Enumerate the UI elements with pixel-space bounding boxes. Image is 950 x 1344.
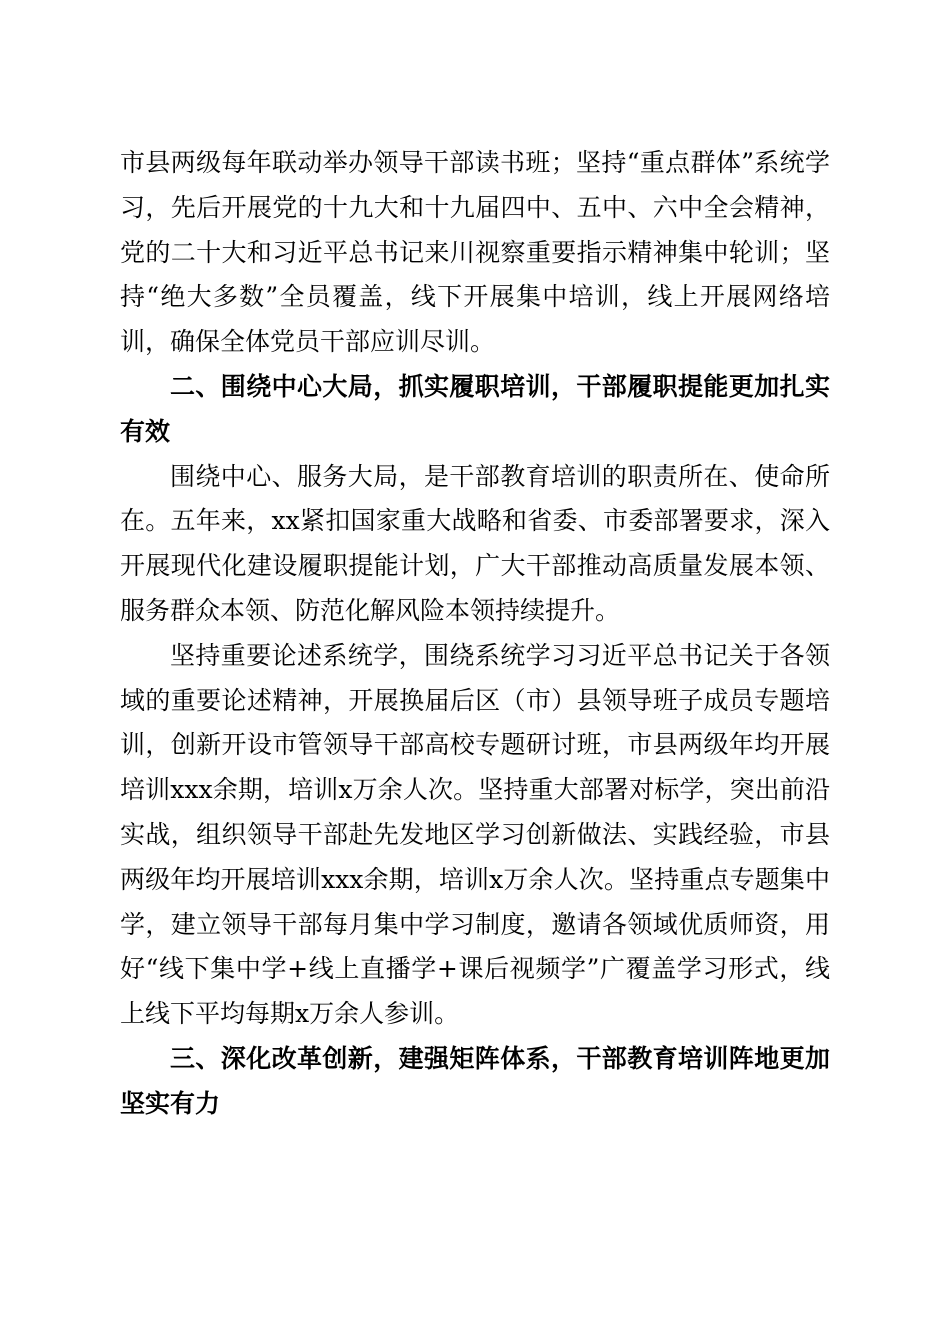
paragraph-2a: 围绕中心、服务大局，是干部教育培训的职责所在、使命所在。五年来，xx紧扣国家重大战略和省委、市委部署要求，深入开展现代化建设履职提能计划，广大干部推动高质量发展本领、服务群众本领、防范化解风险本领持续提升。	[120, 461, 830, 625]
paragraph-continuation: 市县两级每年联动举办领导干部读书班；坚持“重点群体”系统学习，先后开展党的十九大和十九届四中、五中、六中全会精神，党的二十大和习近平总书记来川视察重要指示精神集中轮训；坚持“绝大多数”全员覆盖，线下开展集中培训，线上开展网络培训，确保全体党员干部应训尽训。	[120, 148, 830, 357]
document-body	[120, 141, 830, 1127]
section-heading-3: 三、深化改革创新，建强矩阵体系，干部教育培训阵地更加坚实有力	[120, 1043, 830, 1118]
paragraph-2b: 坚持重要论述系统学，围绕系统学习习近平总书记关于各领域的重要论述精神，开展换届后区（市）县领导班子成员专题培训，创新开设市管领导干部高校专题研讨班，市县两级年均开展培训xxx余期，培训x万余人次。坚持重大部署对标学，突出前沿实战，组织领导干部赴先发地区学习创新做法、实践经验，市县两级年均开展培训xxx余期，培训x万余人次。坚持重点专题集中学，建立领导干部每月集中学习制度，邀请各领域优质师资，用好“线下集中学+线上直播学+课后视频学”广覆盖学习形式，线上线下平均每期x万余人参训。	[120, 640, 830, 1029]
section-heading-2: 二、围绕中心大局，抓实履职培训，干部履职提能更加扎实有效	[120, 371, 830, 446]
